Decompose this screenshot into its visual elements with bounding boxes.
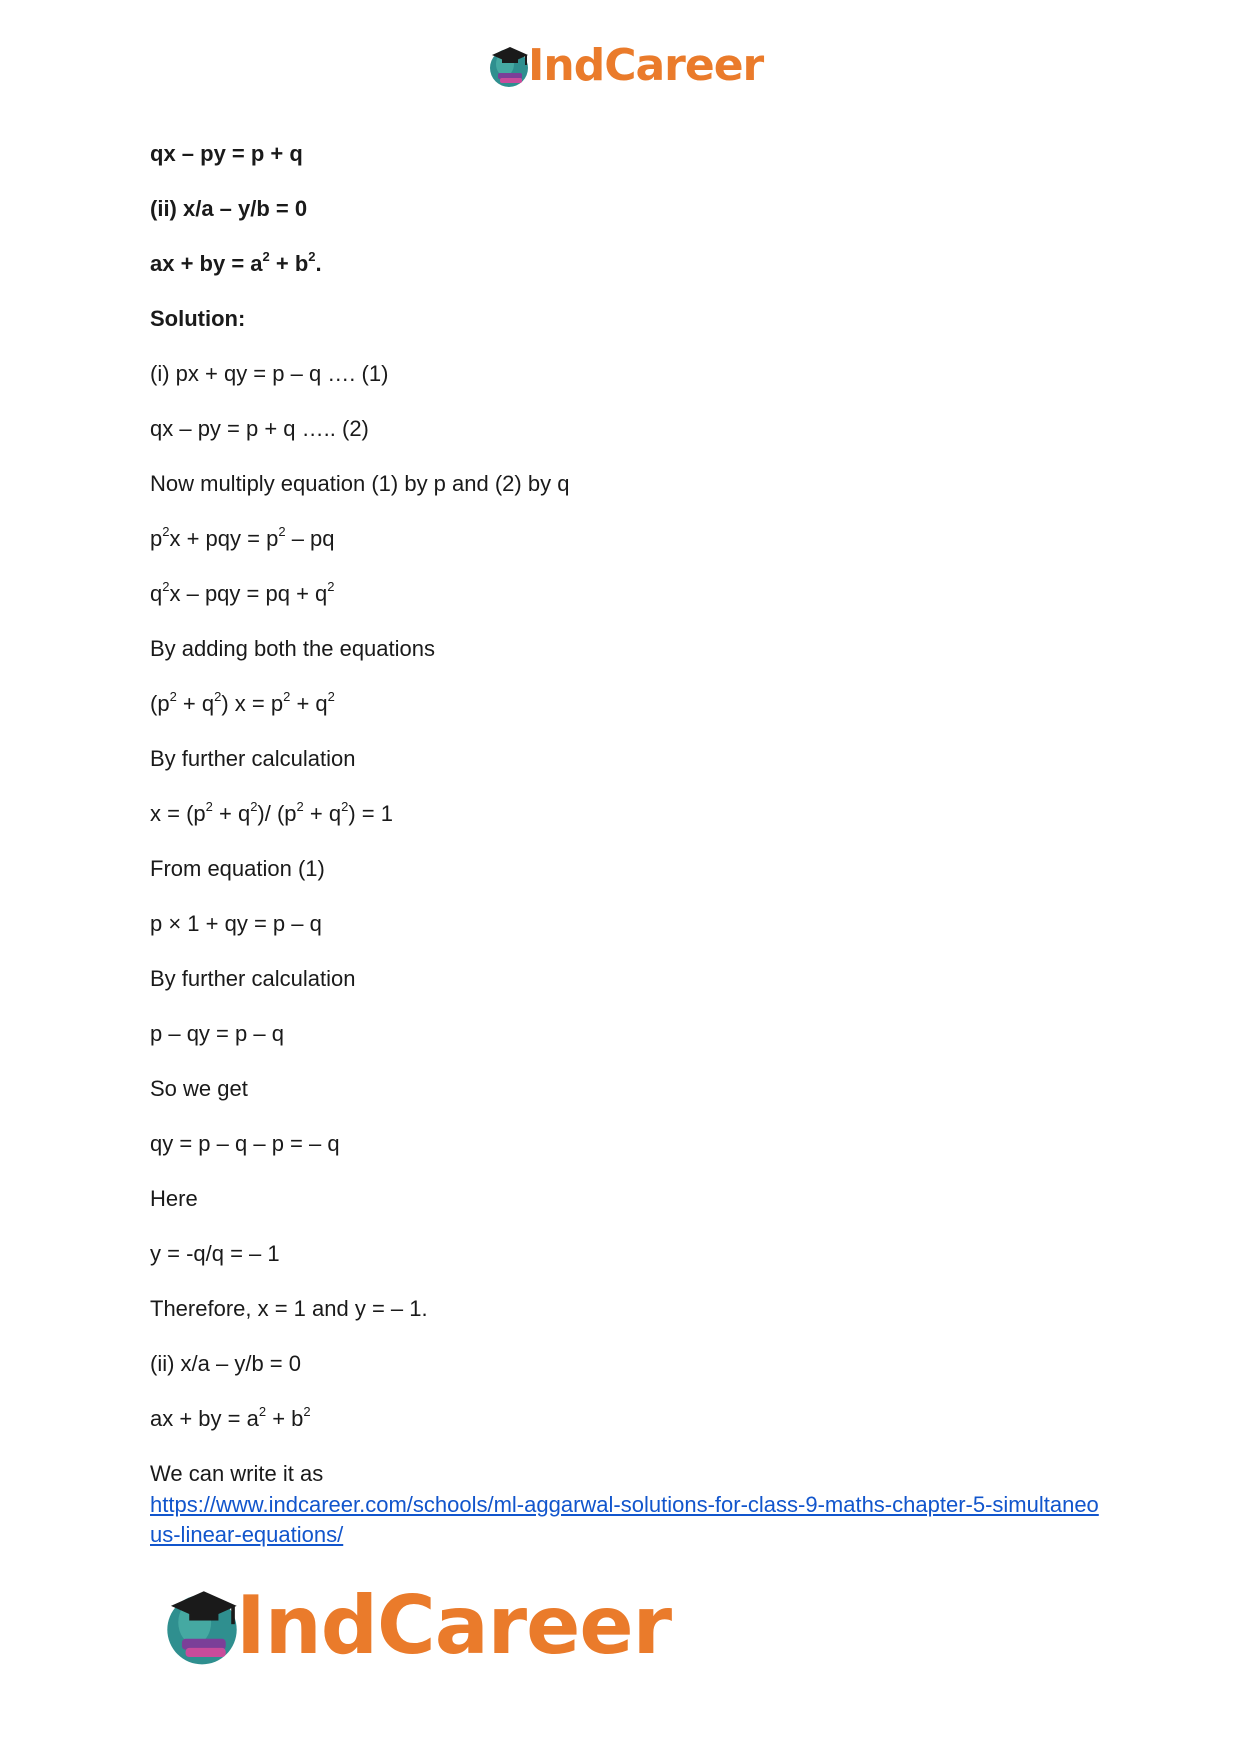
text-line [150,1075,1110,1103]
text-run: – pq [285,526,335,551]
text-run: From equation (1) [150,856,325,881]
text-line [150,1350,1110,1378]
text-run: q [150,581,163,606]
text-run: y = -q/q = – 1 [150,1241,280,1266]
superscript: 2 [250,798,258,814]
text-run: . [315,251,322,276]
superscript: 2 [162,578,170,594]
superscript: 2 [258,1403,267,1419]
footer-logo [160,1580,671,1672]
text-run: x = (p [150,801,206,826]
text-run: + b [269,251,309,276]
text-run: By further calculation [150,746,356,771]
superscript: 2 [278,523,286,539]
text-line [150,1405,1110,1433]
text-run: + q [290,691,328,716]
text-run: We can write it as [150,1461,324,1486]
text-line [150,525,1110,553]
graduation-cap-globe-icon [486,43,532,89]
superscript: 2 [341,798,349,814]
text-line [150,1460,1110,1488]
text-run: ax + by = a [150,251,263,276]
text-run: + b [266,1406,304,1431]
logo-text: IndCareer [528,40,764,91]
text-line [150,305,1110,333]
text-line [150,415,1110,443]
text-run: p – qy = p – q [150,1021,284,1046]
text-run: + q [212,801,251,826]
text-line [150,690,1110,718]
text-run: Now multiply equation (1) by p and (2) by q [150,471,570,496]
text-line [150,635,1110,663]
text-run: (ii) x/a – y/b = 0 [150,1351,302,1376]
superscript: 2 [205,798,213,814]
text-run: p [150,526,163,551]
superscript: 2 [283,688,291,704]
text-run: Solution: [150,306,246,331]
text-line [150,910,1110,938]
text-line [150,965,1110,993]
superscript: 2 [169,688,177,704]
text-run: (ii) x/a – y/b = 0 [150,196,308,221]
text-line [150,1295,1110,1323]
text-run: ax + by = a [150,1406,259,1431]
text-line [150,470,1110,498]
text-run: x + pqy = p [169,526,279,551]
text-run: qx – py = p + q ….. (2) [150,416,369,441]
text-run: ) x = p [221,691,284,716]
text-run: By adding both the equations [150,636,436,661]
text-line [150,360,1110,388]
superscript: 2 [327,578,335,594]
text-line [150,1185,1110,1213]
text-line [150,250,1110,278]
text-line [150,1240,1110,1268]
text-run: Therefore, x = 1 and y = – 1. [150,1296,428,1321]
text-line [150,1130,1110,1158]
text-line [150,1020,1110,1048]
superscript: 2 [327,688,335,704]
header-logo [486,40,763,92]
logo-text: IndCareer [236,1579,672,1672]
superscript: 2 [162,523,170,539]
text-line [150,140,1110,168]
text-run: + q [176,691,215,716]
graduation-cap-globe-icon [160,1584,244,1668]
text-run: p × 1 + qy = p – q [150,911,322,936]
text-line [150,745,1110,773]
text-run: qx – py = p + q [150,141,303,166]
text-run: x – pqy = pq + q [169,581,328,606]
text-line [150,855,1110,883]
source-link[interactable]: https://www.indcareer.com/schools/ml-aggarwal-solutions-for-class-9-maths-chapter-5-simultaneous-linear-equations/ [150,1492,1099,1547]
text-run: + q [303,801,342,826]
text-run: By further calculation [150,966,356,991]
superscript: 2 [296,798,304,814]
text-run: qy = p – q – p = – q [150,1131,340,1156]
document-body [150,140,1110,1550]
text-run: )/ (p [257,801,297,826]
superscript: 2 [262,248,270,264]
text-line [150,800,1110,828]
text-line [150,580,1110,608]
superscript: 2 [308,248,316,264]
text-run: Here [150,1186,198,1211]
text-run: (p [150,691,170,716]
text-line [150,195,1110,223]
text-run: So we get [150,1076,248,1101]
superscript: 2 [214,688,222,704]
text-run: (i) px + qy = p – q …. (1) [150,361,389,386]
superscript: 2 [303,1403,311,1419]
text-run: ) = 1 [348,801,393,826]
